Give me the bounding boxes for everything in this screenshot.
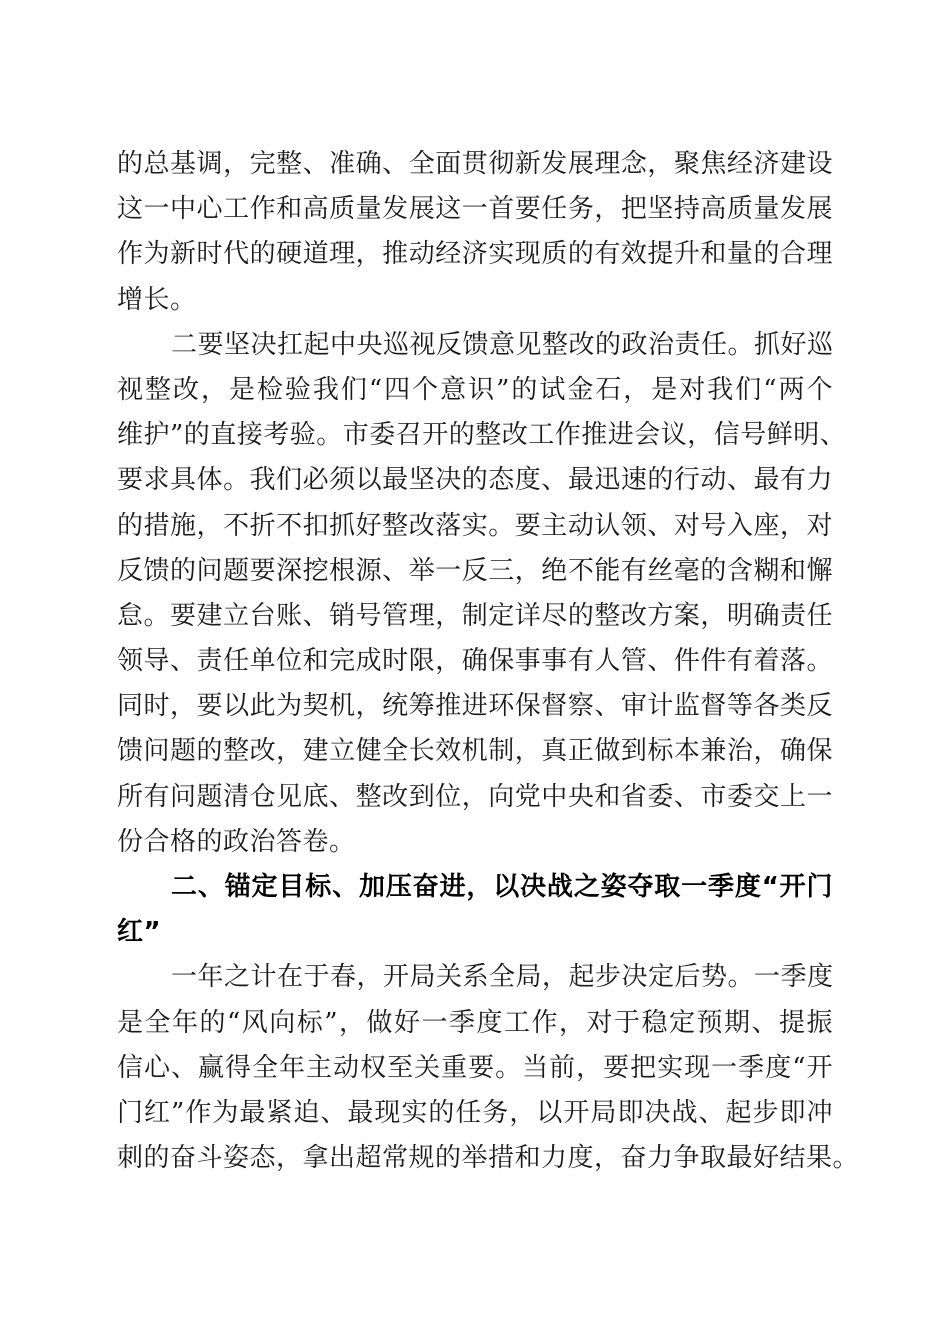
text-line: 份合格的政治答卷。 <box>117 826 356 857</box>
text-line: 的措施，不折不扣抓好整改落实。要主动认领、对号入座，对 <box>117 510 833 541</box>
text-line: 这一中心工作和高质量发展这一首要任务，把坚持高质量发展 <box>117 194 833 225</box>
text-line: 二要坚决扛起中央巡视反馈意见整改的政治责任。抓好巡 <box>171 329 834 360</box>
text-line: 视整改，是检验我们“四个意识”的试金石，是对我们“两个 <box>117 374 833 405</box>
text-line: 增长。 <box>117 284 197 315</box>
text-line: 所有问题清仓见底、整改到位，向党中央和省委、市委交上一 <box>117 781 833 812</box>
text-line: 的总基调，完整、准确、全面贯彻新发展理念，聚焦经济建设 <box>117 149 833 179</box>
text-line: 是全年的“风向标”，做好一季度工作，对于稳定预期、提振 <box>117 1007 833 1038</box>
paragraph-first-quarter <box>117 955 860 1181</box>
section-heading <box>117 865 833 955</box>
text-line: 信心、赢得全年主动权至关重要。当前，要把实现一季度“开 <box>117 1052 833 1083</box>
text-line: 维护”的直接考验。市委召开的整改工作推进会议，信号鲜明、 <box>117 420 847 451</box>
text-line: 门红”作为最紧迫、最现实的任务，以开局即决战、起步即冲 <box>117 1097 833 1128</box>
text-line: 刺的奋斗姿态，拿出超常规的举措和力度，奋力争取最好结果。 <box>117 1143 860 1174</box>
text-line: 要求具体。我们必须以最坚决的态度、最迅速的行动、最有力 <box>117 465 833 496</box>
text-line: 一年之计在于春，开局关系全局，起步决定后势。一季度 <box>171 962 834 993</box>
document-body <box>117 142 860 1181</box>
text-line: 领导、责任单位和完成时限，确保事事有人管、件件有着落。 <box>117 646 833 677</box>
heading-line: 二、锚定目标、加压奋进，以决战之姿夺取一季度“开门 <box>171 872 833 902</box>
text-line: 反馈的问题要深挖根源、举一反三，绝不能有丝毫的含糊和懈 <box>117 555 833 586</box>
text-line: 馈问题的整改，建立健全长效机制，真正做到标本兼治，确保 <box>117 736 833 767</box>
heading-line: 红” <box>117 917 162 948</box>
text-line: 作为新时代的硬道理，推动经济实现质的有效提升和量的合理 <box>117 239 833 270</box>
paragraph-economic-development <box>117 142 833 323</box>
text-line: 怠。要建立台账、销号管理，制定详尽的整改方案，明确责任 <box>117 600 833 631</box>
paragraph-inspection-rectification <box>117 323 847 865</box>
text-line: 同时，要以此为契机，统筹推进环保督察、审计监督等各类反 <box>117 691 833 722</box>
